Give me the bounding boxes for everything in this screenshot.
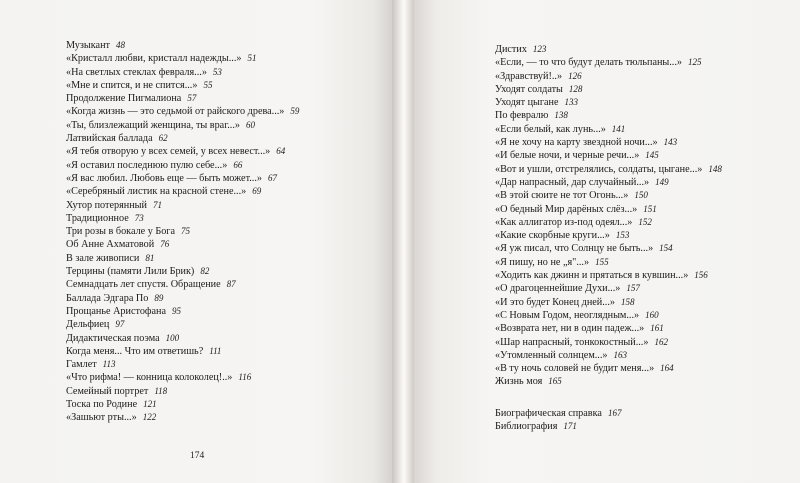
toc-entry [495, 216, 722, 229]
toc-entry-page: 158 [620, 296, 635, 307]
toc-entry-title: Дельфиец [66, 319, 110, 331]
toc-entry [495, 123, 722, 136]
toc-entry-page: 66 [233, 159, 243, 170]
toc-entry-page: 69 [252, 186, 262, 197]
toc-entry-title: Уходят цыгане [495, 97, 559, 109]
toc-entry-title: Дистих [495, 44, 527, 55]
toc-entry-title: «Если белый, как лунь...» [495, 123, 606, 135]
toc-entry [66, 371, 299, 384]
toc-entry-page: 73 [134, 212, 144, 223]
toc-entry-page: 48 [116, 40, 125, 50]
toc-entry [495, 282, 722, 295]
toc-entry-title: «Утомленный солнцем...» [495, 349, 608, 361]
toc-entry-page: 160 [645, 309, 659, 320]
toc-entry [495, 309, 722, 322]
toc-entry-title: «На светлых стеклах февраля...» [66, 66, 207, 78]
toc-entry-page: 82 [200, 266, 210, 277]
toc-entry-page: 67 [267, 172, 277, 183]
toc-entry [66, 411, 299, 424]
toc-entry-title: «Я не хочу на карту звездной ночи...» [495, 137, 658, 149]
toc-entry-title: «В ту ночь соловей не будит меня...» [495, 363, 655, 375]
toc-entry-title: «И это будет Конец дней...» [495, 296, 615, 308]
toc-entry [495, 362, 722, 375]
toc-entry-title: «Я уж писал, что Солнцу не быть...» [495, 243, 654, 255]
toc-entry [495, 229, 722, 242]
toc-entry-title: «Я вас любил. Любовь еще — быть может...» [66, 172, 262, 184]
toc-entry [66, 52, 299, 65]
toc-entry [66, 305, 299, 318]
toc-entry-page: 148 [708, 163, 722, 174]
toc-entry-title: «Когда жизнь — это седьмой от райского древа...» [66, 106, 285, 118]
toc-entry [495, 256, 722, 269]
toc-entry [66, 119, 299, 132]
toc-entry-title: Уходят солдаты [495, 83, 563, 95]
toc-entry-title: «Я пишу, но не „я"...» [495, 256, 590, 268]
toc-entry [66, 132, 299, 145]
toc-entry-title: «Здравствуй!..» [495, 70, 563, 82]
toc-entry-title: Хутор потерянный [66, 199, 147, 211]
toc-entry-page: 138 [554, 110, 568, 121]
toc-entry-page: 153 [615, 230, 630, 241]
toc-entry-page: 128 [568, 83, 583, 94]
toc-entry-page: 143 [663, 137, 678, 148]
toc-entry-page: 118 [154, 385, 168, 396]
toc-entry-title: Семнадцать лет спустя. Обращение [66, 279, 221, 291]
toc-entry-page: 122 [142, 412, 157, 423]
toc-entry-title: Баллада Эдгара По [66, 292, 149, 304]
toc-entry [66, 185, 299, 198]
toc-entry-page: 152 [638, 216, 652, 227]
toc-entry [66, 278, 299, 291]
toc-entry-title: Об Анне Ахматовой [66, 239, 155, 251]
toc-entry-page: 62 [158, 133, 168, 144]
toc-entry-title: «И белые ночи, и черные речи...» [495, 150, 640, 162]
toc-entry-page: 57 [187, 93, 197, 104]
toc-entry-title: «Вот и ушли, отстрелялись, солдаты, цыгане...» [495, 163, 703, 175]
toc-entry [495, 407, 722, 420]
toc-entry [66, 145, 299, 158]
toc-entry-page: 51 [247, 53, 257, 64]
toc-entry [66, 318, 299, 331]
book-gutter [392, 0, 414, 483]
toc-entry-page: 154 [659, 243, 673, 254]
toc-entry-page: 121 [143, 399, 157, 410]
toc-entry-title: «С Новым Годом, неоглядным...» [495, 309, 640, 321]
toc-entry-page: 116 [238, 372, 252, 383]
toc-entry [66, 385, 299, 398]
left-page [0, 0, 392, 483]
toc-entry-title: Когда меня... Что им ответишь? [66, 345, 204, 357]
toc-entry-title: Гамлет [66, 359, 97, 371]
toc-entry [495, 163, 722, 176]
toc-entry-title: «Дар напрасный, дар случайный...» [495, 176, 650, 188]
toc-entry-page: 95 [172, 305, 182, 316]
toc-entry-page: 167 [607, 407, 622, 418]
toc-entry-page: 125 [688, 57, 702, 68]
toc-entry [495, 109, 722, 122]
toc-entry [66, 39, 299, 52]
toc-entry-title: Дидактическая поэма [66, 332, 160, 344]
right-toc-list [495, 43, 722, 433]
toc-entry [66, 105, 299, 118]
toc-entry [66, 398, 299, 411]
toc-entry-title: «О драгоценнейшие Духи...» [495, 283, 621, 295]
toc-entry-page: 97 [115, 319, 125, 330]
toc-entry-title: «Я оставил последнюю пулю себе...» [66, 159, 228, 171]
toc-entry-page: 145 [645, 150, 659, 161]
toc-entry [66, 238, 299, 251]
toc-entry-title: Музыкант [66, 40, 110, 51]
toc-entry [66, 345, 299, 358]
toc-entry-title: Семейный портрет [66, 385, 149, 397]
toc-entry-page: 141 [611, 123, 626, 134]
toc-entry-page: 171 [563, 421, 577, 432]
toc-entry [66, 79, 299, 92]
toc-entry-title: Биографическая справка [495, 407, 602, 419]
toc-entry-page: 133 [564, 97, 579, 108]
toc-entry-page: 150 [634, 190, 648, 201]
toc-entry [66, 159, 299, 172]
toc-entry-page: 87 [226, 279, 236, 290]
toc-entry [66, 172, 299, 185]
toc-entry-page: 123 [532, 44, 547, 54]
toc-entry-title: В зале живописи [66, 252, 140, 264]
toc-entry-page: 149 [655, 176, 669, 187]
toc-entry [495, 375, 722, 388]
toc-entry-page: 60 [245, 119, 255, 130]
toc-entry-title: «Кристалл любви, кристалл надежды...» [66, 53, 242, 65]
toc-entry [495, 56, 722, 69]
toc-entry-page: 155 [595, 256, 609, 267]
toc-entry-page: 151 [643, 203, 657, 214]
toc-entry [66, 225, 299, 238]
toc-entry-title: «Если, — то что будут делать тюльпаны...» [495, 57, 682, 69]
toc-entry-page: 89 [154, 292, 164, 303]
toc-entry-page: 163 [613, 349, 627, 360]
toc-entry [495, 203, 722, 216]
toc-entry [495, 149, 722, 162]
page-number: 174 [190, 451, 205, 461]
toc-entry [495, 70, 722, 83]
toc-entry [66, 92, 299, 105]
toc-entry-title: Прощанье Аристофана [66, 305, 167, 317]
toc-entry [495, 189, 722, 202]
toc-entry [495, 136, 722, 149]
toc-entry-page: 113 [102, 359, 116, 370]
toc-entry-page: 75 [181, 226, 191, 237]
toc-entry-title: «Ты, близлежащий женщина, ты враг...» [66, 119, 240, 131]
toc-entry-page: 71 [152, 199, 162, 210]
right-page [414, 0, 800, 483]
toc-entry [495, 336, 722, 349]
toc-entry-title: «О бедный Мир дарёных слёз...» [495, 203, 638, 215]
toc-entry-page: 64 [276, 146, 286, 157]
toc-entry-page: 161 [650, 323, 664, 334]
toc-entry-title: «Как аллигатор из-под одеял...» [495, 216, 633, 228]
toc-entry-title: «Возврата нет, ни в один падеж...» [495, 323, 645, 335]
toc-entry-title: «Мне и спится, и не спится...» [66, 79, 198, 91]
toc-entry-title: «Какие скорбные круги...» [495, 230, 610, 242]
toc-entry-page: 165 [548, 376, 562, 387]
toc-entry-title: Традиционное [66, 212, 129, 224]
toc-entry-title: Терцины (памяти Лили Брик) [66, 266, 195, 278]
toc-entry [495, 269, 722, 282]
toc-entry-page: 59 [290, 106, 300, 117]
toc-entry-title: Жизнь моя [495, 376, 543, 388]
toc-entry [66, 292, 299, 305]
toc-entry-title: «В этой сюите не тот Огонь...» [495, 190, 629, 202]
toc-entry-title: «Шар напрасный, тонкокостный...» [495, 336, 649, 348]
toc-entry [66, 212, 299, 225]
toc-entry [495, 96, 722, 109]
toc-entry [66, 199, 299, 212]
toc-entry-page: 157 [626, 283, 640, 294]
toc-entry-title: «Я тебя отворую у всех семей, у всех невест...» [66, 146, 271, 158]
toc-entry-page: 81 [145, 252, 155, 263]
left-toc-list [66, 39, 299, 425]
toc-entry [495, 349, 722, 362]
toc-entry-page: 55 [203, 79, 213, 90]
toc-entry [495, 83, 722, 96]
toc-entry-page: 126 [568, 70, 582, 81]
toc-entry-page: 53 [212, 66, 222, 77]
toc-entry-title: «Серебряный листик на красной стене...» [66, 186, 247, 198]
toc-entry-page: 111 [209, 345, 222, 356]
toc-entry [495, 242, 722, 255]
toc-entry-title: По февралю [495, 110, 549, 122]
toc-entry [66, 252, 299, 265]
toc-entry-title: Библиография [495, 421, 558, 433]
toc-entry-page: 164 [660, 363, 674, 374]
toc-entry [495, 296, 722, 309]
toc-entry [66, 265, 299, 278]
toc-entry-title: Латвийская баллада [66, 133, 153, 145]
toc-entry [66, 66, 299, 79]
toc-entry-title: «Зашьют рты...» [66, 412, 137, 424]
toc-entry [495, 176, 722, 189]
toc-entry-title: «Ходить как джинн и прятаться в кувшин...» [495, 270, 689, 282]
toc-entry-title: Продолжение Пигмалиона [66, 93, 182, 105]
toc-entry [495, 43, 722, 56]
toc-entry-title: «Что рифма! — конница колоколец!..» [66, 372, 233, 384]
toc-entry-page: 100 [165, 332, 180, 343]
toc-entry-title: Три розы в бокале у Бога [66, 226, 176, 238]
toc-entry [66, 358, 299, 371]
toc-entry-page: 156 [694, 270, 708, 281]
toc-entry [495, 322, 722, 335]
toc-entry-title: Тоска по Родине [66, 399, 138, 411]
toc-entry-page: 76 [160, 239, 170, 250]
toc-entry [495, 420, 722, 433]
toc-entry-page: 162 [654, 336, 668, 347]
toc-entry [66, 332, 299, 345]
